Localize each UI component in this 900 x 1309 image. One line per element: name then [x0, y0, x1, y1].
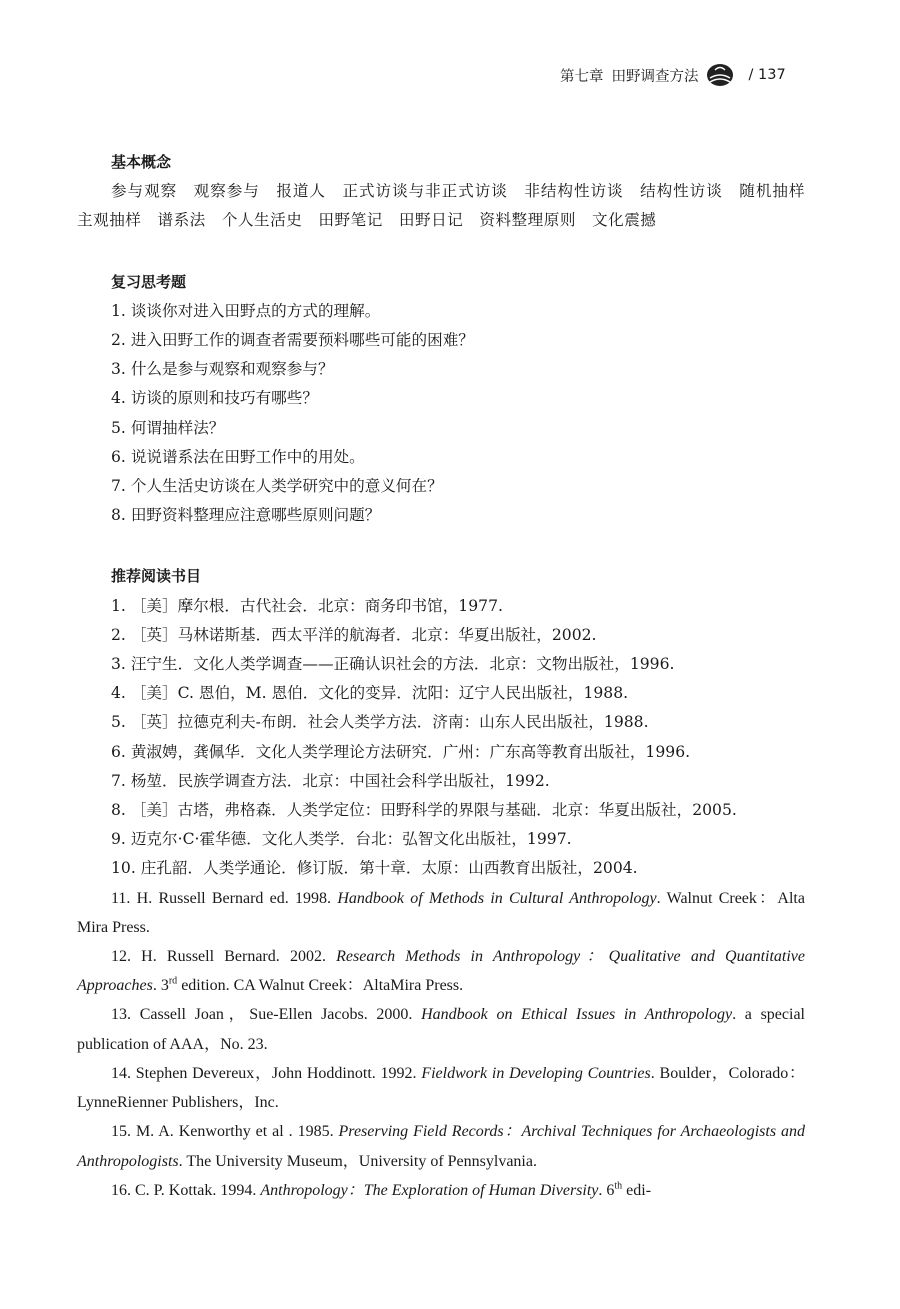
reading-book-title: Handbook of Methods in Cultural Anthropology [337, 889, 657, 907]
reading-post-a: . 3 [152, 977, 169, 995]
reading-sup: th [614, 1180, 623, 1192]
reading-item: 6. 黄淑娉，龚佩华．文化人类学理论方法研究．广州：广东高等教育出版社，1996. [111, 742, 691, 761]
reading-post: . The University Museum，University of Pennsylvania. [178, 1152, 537, 1170]
reading-post: edi- [622, 1181, 652, 1199]
header-chapter: 第七章 [560, 68, 604, 85]
header-chapter-title: 田野调查方法 [611, 68, 699, 85]
reading-pre: 16. C. P. Kottak. 1994. [111, 1181, 261, 1199]
reading-item-english [77, 942, 805, 1000]
reading-item-english [77, 1176, 805, 1205]
reading-book-title: Fieldwork in Developing Countries [421, 1064, 651, 1082]
reading-post-a: . 6 [598, 1181, 615, 1199]
reading-item: 2. ［英］马林诺斯基．西太平洋的航海者．北京：华夏出版社，2002. [111, 625, 597, 644]
reading-pre: 14. Stephen Devereux，John Hoddinott. 1992. [111, 1064, 422, 1082]
reading-post: edition. CA Walnut Creek：AltaMira Press. [177, 977, 464, 995]
reading-item: 1. ［美］摩尔根．古代社会．北京：商务印书馆，1977. [111, 596, 503, 615]
page-header [560, 58, 860, 92]
reading-item: 5. ［英］拉德克利夫-布朗．社会人类学方法．济南：山东人民出版社，1988. [111, 713, 649, 732]
reading-post: . Walnut Creek：Alta Mira Press. [77, 889, 805, 936]
reading-pre: 11. H. Russell Bernard ed. 1998. [111, 889, 338, 907]
reading-item-english [77, 884, 805, 942]
reading-item: 4. ［美］C. 恩伯，M. 恩伯．文化的变异．沈阳：辽宁人民出版社，1988. [111, 684, 629, 703]
reading-item: 3. 汪宁生．文化人类学调查——正确认识社会的方法．北京：文物出版社，1996. [111, 655, 675, 674]
section-title-readings: 推荐阅读书目 [111, 567, 202, 586]
section-title-questions: 复习思考题 [111, 272, 187, 291]
reading-sup: rd [168, 975, 178, 987]
reading-post: . a special publication of AAA，No. 23. [77, 1006, 805, 1053]
reading-pre: 15. M. A. Kenworthy et al . 1985. [111, 1123, 339, 1141]
reading-item: 9. 迈克尔·C·霍华德．文化人类学．台北：弘智文化出版社，1997. [111, 830, 572, 849]
reading-book-title: Handbook on Ethical Issues in Anthropology [421, 1006, 733, 1024]
concepts-text: 参与观察 观察参与 报道人 正式访谈与非正式访谈 非结构性访谈 结构性访谈 随机抽样 主观抽样 谱系法 个人生活史 田野笔记 田野日记 资料整理原则 文化震撼 [77, 182, 822, 230]
reading-item-english [77, 1059, 805, 1117]
question-item: 3. 什么是参与观察和观察参与？ [111, 360, 334, 379]
reading-item-english [77, 1117, 805, 1175]
question-item: 1. 谈谈你对进入田野点的方式的理解。 [111, 301, 381, 320]
reading-post: . Boulder，Colorado：LynneRienner Publishers，Inc. [77, 1064, 805, 1112]
reading-item: 7. 杨堃．民族学调查方法．北京：中国社会科学出版社，1992. [111, 771, 550, 790]
reading-book-title: Preserving Field Records：Archival Techniques for Archaeologists and Anthropologists [77, 1123, 805, 1170]
question-item: 8. 田野资料整理应注意哪些原则问题？ [111, 506, 381, 525]
book-emblem-icon [705, 62, 735, 88]
page-body [77, 148, 822, 1205]
section-title-concepts: 基本概念 [111, 153, 172, 171]
reading-book-title: Anthropology：The Exploration of Human Diversity [260, 1181, 599, 1199]
reading-item-english [77, 1000, 805, 1058]
reading-pre: 13. Cassell Joan，Sue-Ellen Jacobs. 2000. [111, 1006, 422, 1024]
reading-item: 10. 庄孔韶．人类学通论．修订版．第十章．太原：山西教育出版社，2004. [111, 859, 638, 878]
question-item: 6. 说说谱系法在田野工作中的用处。 [111, 447, 365, 466]
question-item: 2. 进入田野工作的调查者需要预料哪些可能的困难？ [111, 331, 474, 350]
reading-item: 8. ［美］古塔，弗格森．人类学定位：田野科学的界限与基础．北京：华夏出版社，2005. [111, 801, 737, 820]
reading-pre: 12. H. Russell Bernard. 2002. [111, 948, 337, 966]
question-item: 7. 个人生活史访谈在人类学研究中的意义何在？ [111, 477, 443, 496]
question-item: 4. 访谈的原则和技巧有哪些？ [111, 389, 318, 408]
reading-book-title: Research Methods in Anthropology：Qualitative and Quantitative Approaches [77, 948, 805, 995]
page-number: / 137 [748, 67, 786, 83]
question-item: 5. 何谓抽样法？ [111, 418, 225, 437]
